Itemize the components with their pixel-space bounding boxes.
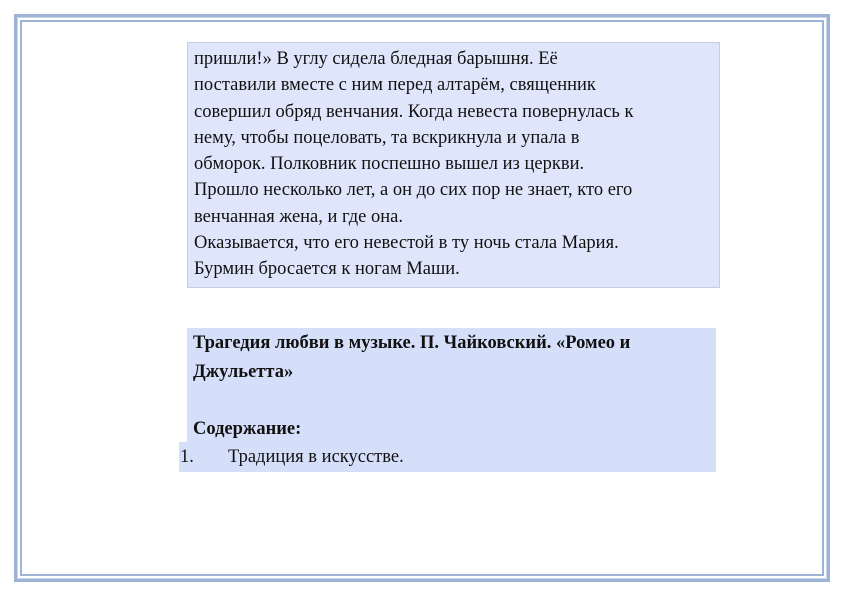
story-text-box[interactable] <box>187 42 720 288</box>
text-line: Оказывается, что его невестой в ту ночь стала Мария. <box>194 233 619 254</box>
text-line: обморок. Полковник поспешно вышел из церкви. <box>194 154 585 175</box>
text-line: поставили вместе с ним перед алтарём, священник <box>194 75 596 96</box>
section-heading-box[interactable] <box>187 328 716 442</box>
section-title-line-2: Джульетта» <box>193 362 294 382</box>
text-line: пришли!» В углу сидела бледная барышня. Её <box>194 49 558 69</box>
contents-label: Содержание: <box>193 419 302 439</box>
contents-list[interactable] <box>179 442 716 472</box>
text-line: нему, чтобы поцеловать, та вскрикнула и упала в <box>194 127 580 148</box>
list-item-text: Традиция в искусстве. <box>228 447 404 467</box>
text-line: Прошло несколько лет, а он до сих пор не знает, кто его <box>194 180 633 201</box>
text-line: Бурмин бросается к ногам Маши. <box>194 259 460 280</box>
list-item-number: 1. <box>180 447 194 467</box>
section-title-line-1: Трагедия любви в музыке. П. Чайковский. «Ромео и <box>193 333 631 353</box>
text-line: совершил обряд венчания. Когда невеста повернулась к <box>194 101 634 122</box>
text-line: венчанная жена, и где она. <box>194 206 403 227</box>
heading-spacer <box>193 387 710 415</box>
